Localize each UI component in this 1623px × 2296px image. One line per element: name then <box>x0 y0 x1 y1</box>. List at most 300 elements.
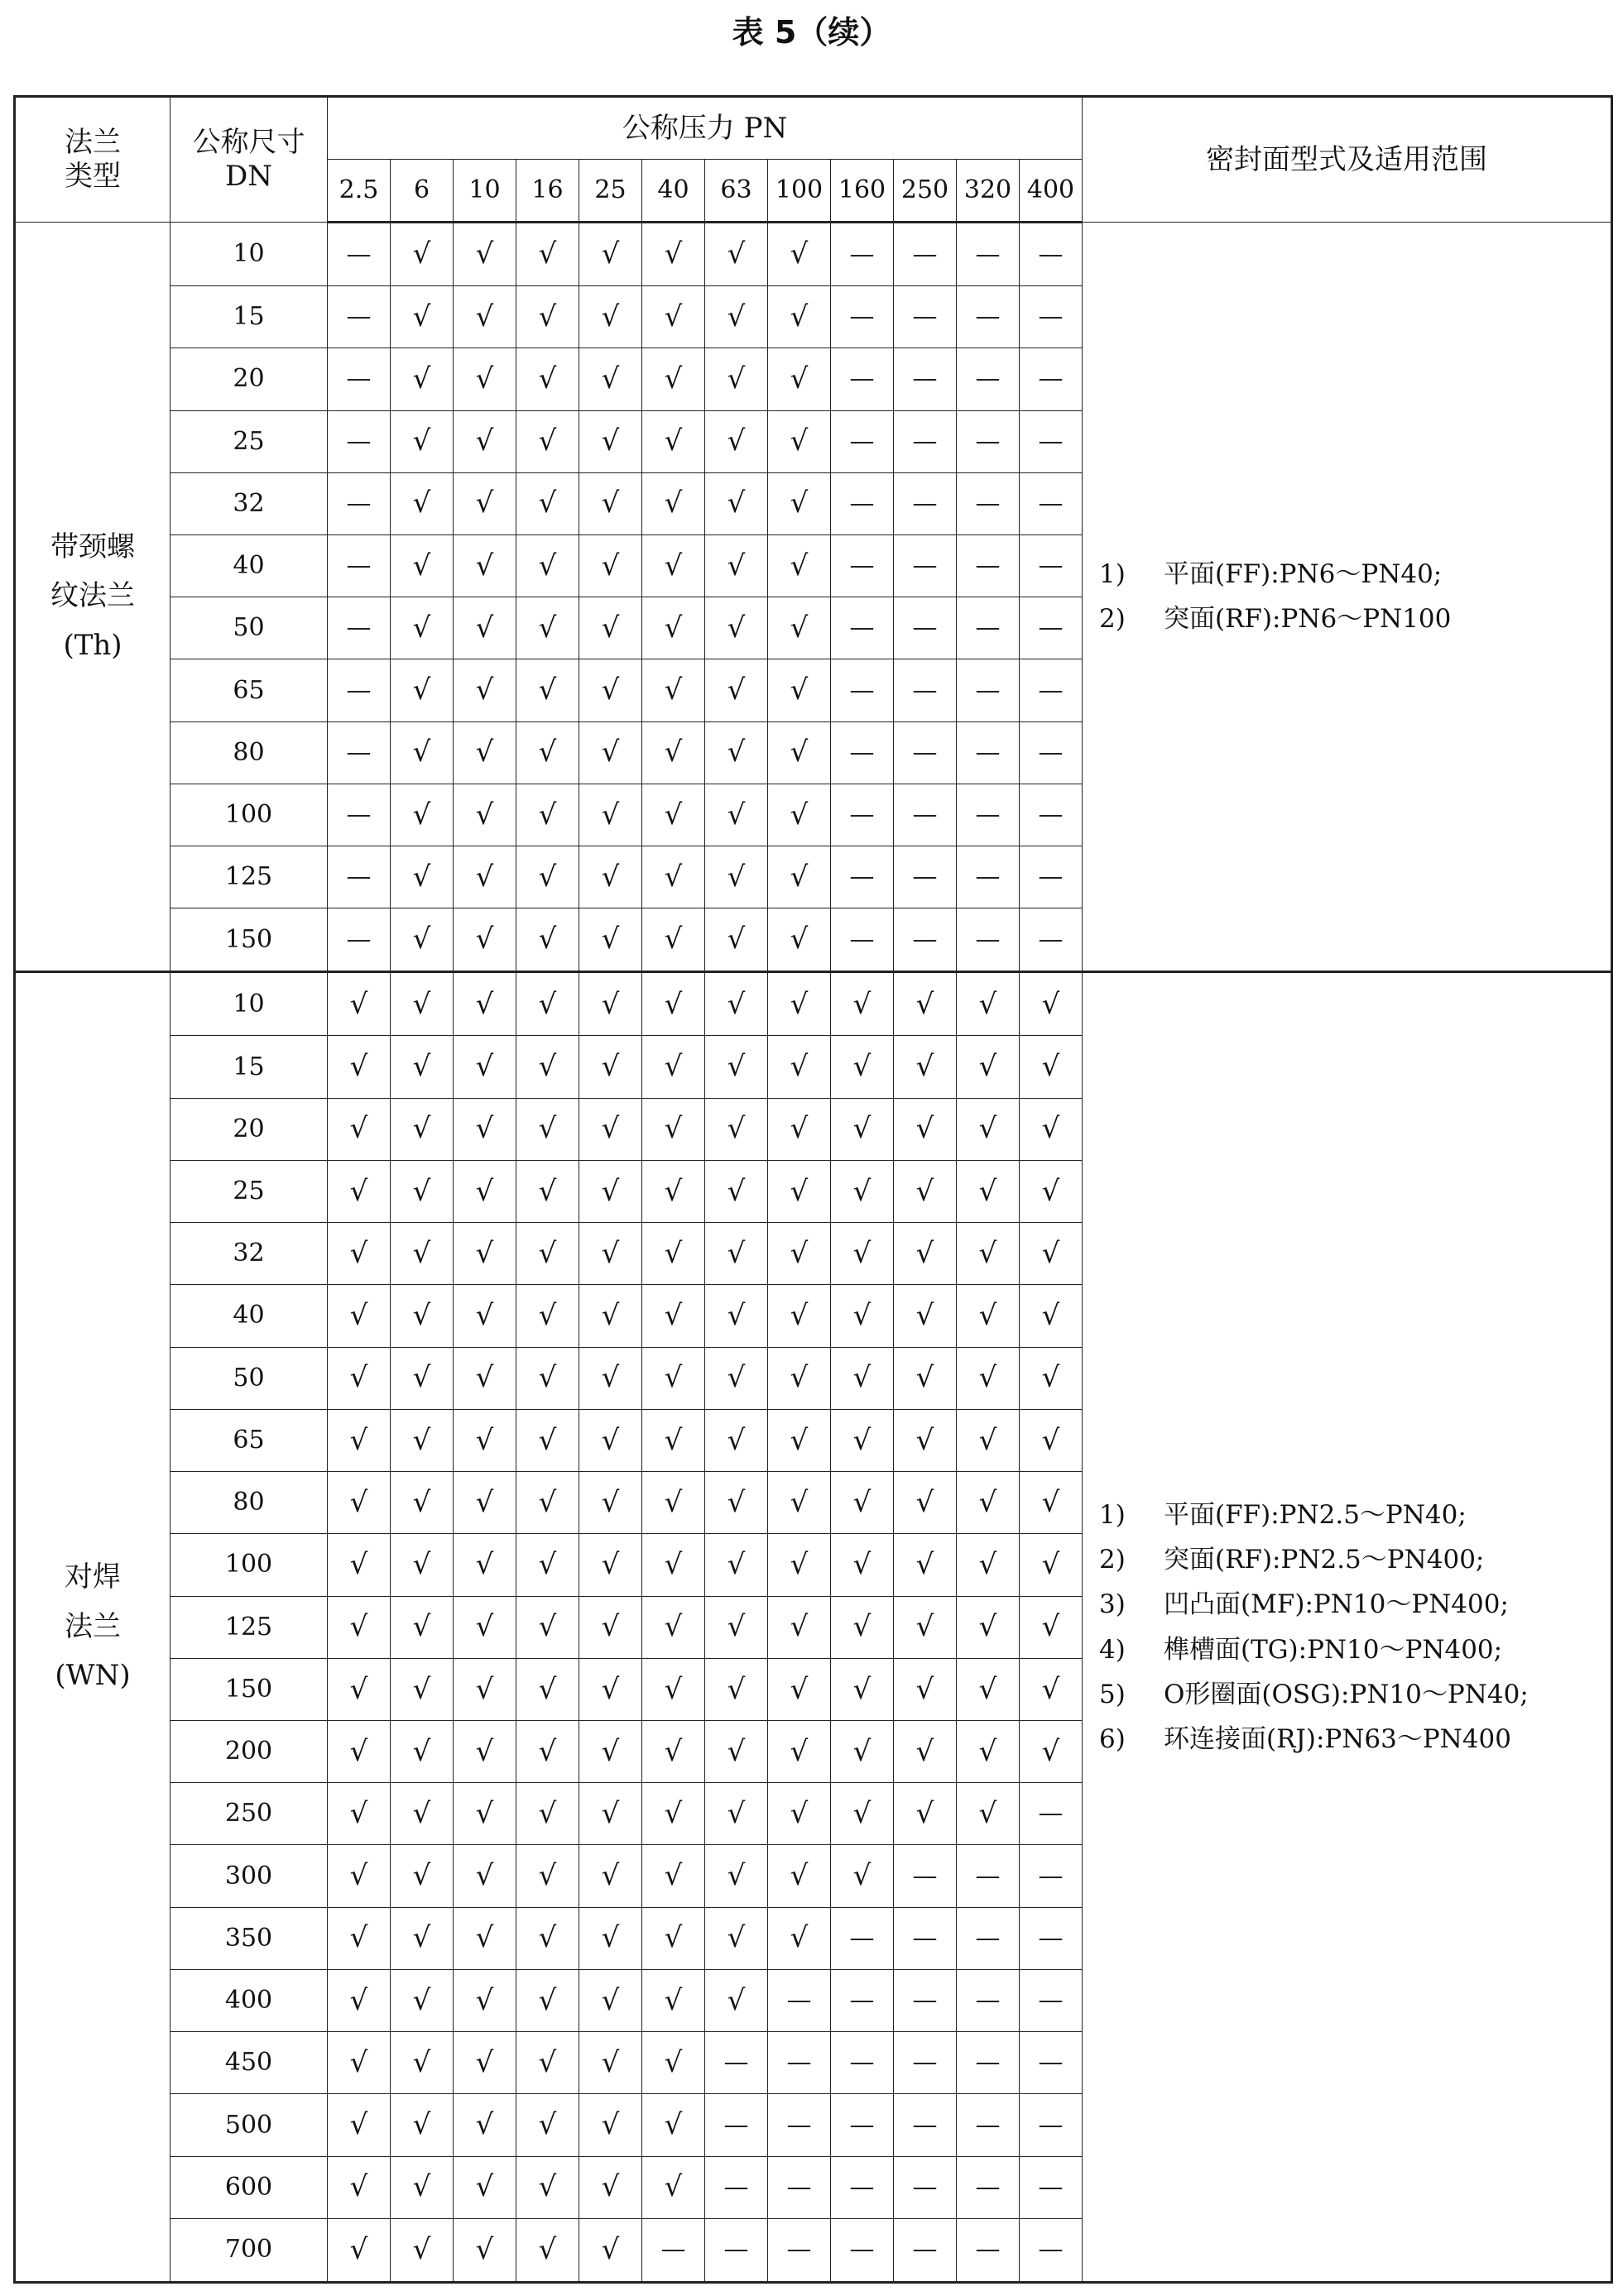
check-mark: √ <box>516 1658 579 1720</box>
check-mark: √ <box>768 1534 831 1596</box>
check-mark: √ <box>831 1160 894 1222</box>
check-mark: √ <box>642 410 705 472</box>
flange-type-line: (Th) <box>63 628 122 662</box>
dn-cell: 200 <box>170 1721 328 1783</box>
dash-mark: — <box>957 534 1020 597</box>
check-mark: √ <box>768 1347 831 1409</box>
check-mark: √ <box>516 1472 579 1534</box>
dn-cell: 40 <box>170 534 328 597</box>
check-mark: √ <box>642 1472 705 1534</box>
check-mark: √ <box>454 1596 516 1658</box>
flange-type-line: 法兰 <box>65 1609 121 1643</box>
dash-mark: — <box>957 784 1020 846</box>
check-mark: √ <box>454 972 516 1036</box>
dash-mark: — <box>705 2156 768 2218</box>
check-mark: √ <box>579 1472 642 1534</box>
dn-cell: 100 <box>170 784 328 846</box>
dash-mark: — <box>1020 597 1083 659</box>
dash-mark: — <box>1020 1969 1083 2031</box>
dash-mark: — <box>768 2032 831 2094</box>
check-mark: √ <box>894 1160 957 1222</box>
check-mark: √ <box>1020 1160 1083 1222</box>
dash-mark: — <box>894 721 957 784</box>
header-pn-6: 63 <box>705 160 768 223</box>
header-pn-4: 25 <box>579 160 642 223</box>
dn-cell: 100 <box>170 1534 328 1596</box>
check-mark: √ <box>516 286 579 348</box>
check-mark: √ <box>705 1098 768 1160</box>
check-mark: √ <box>768 410 831 472</box>
dash-mark: — <box>957 721 1020 784</box>
check-mark: √ <box>768 659 831 721</box>
check-mark: √ <box>894 1098 957 1160</box>
check-mark: √ <box>454 1285 516 1347</box>
check-mark: √ <box>894 972 957 1036</box>
check-mark: √ <box>454 2218 516 2282</box>
check-mark: √ <box>642 908 705 972</box>
check-mark: √ <box>579 2032 642 2094</box>
check-mark: √ <box>894 1223 957 1285</box>
check-mark: √ <box>516 1721 579 1783</box>
check-mark: √ <box>579 1658 642 1720</box>
check-mark: √ <box>391 1845 454 1907</box>
dash-mark: — <box>328 908 391 972</box>
check-mark: √ <box>391 972 454 1036</box>
check-mark: √ <box>768 1223 831 1285</box>
check-mark: √ <box>328 1845 391 1907</box>
check-mark: √ <box>516 1160 579 1222</box>
dash-mark: — <box>831 348 894 410</box>
header-sealing-face: 密封面型式及适用范围 <box>1083 97 1612 223</box>
check-mark: √ <box>831 1472 894 1534</box>
check-mark: √ <box>454 1969 516 2031</box>
check-mark: √ <box>391 2218 454 2282</box>
dash-mark: — <box>957 2094 1020 2156</box>
check-mark: √ <box>705 1472 768 1534</box>
dash-mark: — <box>1020 784 1083 846</box>
sealing-scope-number: 5) <box>1099 1679 1126 1709</box>
dash-mark: — <box>1020 286 1083 348</box>
check-mark: √ <box>894 1596 957 1658</box>
check-mark: √ <box>642 972 705 1036</box>
dn-cell: 25 <box>170 1160 328 1222</box>
check-mark: √ <box>579 972 642 1036</box>
check-mark: √ <box>579 1347 642 1409</box>
dn-cell: 32 <box>170 1223 328 1285</box>
dash-mark: — <box>894 472 957 534</box>
check-mark: √ <box>516 472 579 534</box>
check-mark: √ <box>454 1907 516 1969</box>
check-mark: √ <box>516 2156 579 2218</box>
check-mark: √ <box>391 2032 454 2094</box>
sealing-scope-item <box>1099 552 1611 597</box>
dash-mark: — <box>328 659 391 721</box>
dash-mark: — <box>642 2218 705 2282</box>
check-mark: √ <box>957 1160 1020 1222</box>
check-mark: √ <box>642 2094 705 2156</box>
check-mark: √ <box>1020 1658 1083 1720</box>
check-mark: √ <box>328 2032 391 2094</box>
check-mark: √ <box>831 1223 894 1285</box>
check-mark: √ <box>516 1036 579 1098</box>
dash-mark: — <box>957 659 1020 721</box>
sealing-scope-item <box>1099 1537 1611 1582</box>
dash-mark: — <box>831 2094 894 2156</box>
dn-cell: 150 <box>170 908 328 972</box>
dash-mark: — <box>1020 1845 1083 1907</box>
check-mark: √ <box>328 1409 391 1471</box>
dash-mark: — <box>1020 1783 1083 1845</box>
check-mark: √ <box>454 2156 516 2218</box>
check-mark: √ <box>705 1658 768 1720</box>
dash-mark: — <box>957 1845 1020 1907</box>
check-mark: √ <box>705 1347 768 1409</box>
check-mark: √ <box>642 472 705 534</box>
check-mark: √ <box>579 472 642 534</box>
dash-mark: — <box>1020 472 1083 534</box>
check-mark: √ <box>579 1036 642 1098</box>
check-mark: √ <box>516 1347 579 1409</box>
check-mark: √ <box>768 1596 831 1658</box>
dash-mark: — <box>957 2218 1020 2282</box>
check-mark: √ <box>894 1036 957 1098</box>
dash-mark: — <box>831 534 894 597</box>
check-mark: √ <box>579 784 642 846</box>
check-mark: √ <box>894 1783 957 1845</box>
dash-mark: — <box>328 410 391 472</box>
dash-mark: — <box>705 2094 768 2156</box>
check-mark: √ <box>831 1409 894 1471</box>
dash-mark: — <box>328 223 391 286</box>
check-mark: √ <box>768 784 831 846</box>
check-mark: √ <box>579 908 642 972</box>
dash-mark: — <box>1020 2218 1083 2282</box>
dash-mark: — <box>831 410 894 472</box>
dash-mark: — <box>1020 1907 1083 1969</box>
check-mark: √ <box>391 1969 454 2031</box>
check-mark: √ <box>516 597 579 659</box>
check-mark: √ <box>391 1472 454 1534</box>
check-mark: √ <box>768 597 831 659</box>
check-mark: √ <box>454 659 516 721</box>
check-mark: √ <box>642 2032 705 2094</box>
dash-mark: — <box>957 1969 1020 2031</box>
check-mark: √ <box>705 908 768 972</box>
sealing-scope-number: 1) <box>1099 558 1126 589</box>
check-mark: √ <box>768 1721 831 1783</box>
dash-mark: — <box>1020 846 1083 908</box>
check-mark: √ <box>1020 1721 1083 1783</box>
dash-mark: — <box>894 2156 957 2218</box>
dash-mark: — <box>1020 908 1083 972</box>
check-mark: √ <box>454 1223 516 1285</box>
check-mark: √ <box>705 1969 768 2031</box>
check-mark: √ <box>328 1347 391 1409</box>
check-mark: √ <box>454 2032 516 2094</box>
check-mark: √ <box>642 2156 705 2218</box>
check-mark: √ <box>391 1223 454 1285</box>
dn-cell: 40 <box>170 1285 328 1347</box>
check-mark: √ <box>454 1783 516 1845</box>
header-pn-7: 100 <box>768 160 831 223</box>
check-mark: √ <box>1020 1596 1083 1658</box>
dn-cell: 600 <box>170 2156 328 2218</box>
dash-mark: — <box>894 2032 957 2094</box>
sealing-scope-text: 榫槽面(TG):PN10～PN400; <box>1164 1634 1503 1665</box>
sealing-scope-item <box>1099 1717 1611 1762</box>
check-mark: √ <box>391 472 454 534</box>
dn-cell: 20 <box>170 1098 328 1160</box>
check-mark: √ <box>957 1409 1020 1471</box>
check-mark: √ <box>328 1658 391 1720</box>
check-mark: √ <box>768 908 831 972</box>
check-mark: √ <box>1020 1223 1083 1285</box>
check-mark: √ <box>391 1036 454 1098</box>
check-mark: √ <box>705 784 768 846</box>
check-mark: √ <box>391 410 454 472</box>
check-mark: √ <box>516 1845 579 1907</box>
dash-mark: — <box>957 223 1020 286</box>
check-mark: √ <box>705 1534 768 1596</box>
dash-mark: — <box>1020 659 1083 721</box>
header-nominal-size-line2: DN <box>224 160 272 193</box>
check-mark: √ <box>768 223 831 286</box>
dn-cell: 15 <box>170 1036 328 1098</box>
dash-mark: — <box>328 472 391 534</box>
dash-mark: — <box>894 1845 957 1907</box>
dash-mark: — <box>894 908 957 972</box>
dash-mark: — <box>1020 410 1083 472</box>
dash-mark: — <box>831 908 894 972</box>
check-mark: √ <box>579 1907 642 1969</box>
check-mark: √ <box>454 721 516 784</box>
check-mark: √ <box>328 1036 391 1098</box>
dash-mark: — <box>1020 534 1083 597</box>
dash-mark: — <box>894 286 957 348</box>
check-mark: √ <box>391 1658 454 1720</box>
check-mark: √ <box>391 223 454 286</box>
check-mark: √ <box>579 348 642 410</box>
check-mark: √ <box>454 534 516 597</box>
check-mark: √ <box>579 223 642 286</box>
check-mark: √ <box>328 1223 391 1285</box>
check-mark: √ <box>642 534 705 597</box>
dn-cell: 65 <box>170 659 328 721</box>
check-mark: √ <box>579 1223 642 1285</box>
check-mark: √ <box>391 1409 454 1471</box>
check-mark: √ <box>705 472 768 534</box>
dash-mark: — <box>957 2156 1020 2218</box>
header-pn-9: 250 <box>894 160 957 223</box>
check-mark: √ <box>642 286 705 348</box>
check-mark: √ <box>705 1907 768 1969</box>
check-mark: √ <box>831 1285 894 1347</box>
check-mark: √ <box>454 597 516 659</box>
header-flange-type-line1: 法兰 <box>65 126 121 160</box>
check-mark: √ <box>579 1409 642 1471</box>
check-mark: √ <box>454 1409 516 1471</box>
sealing-scope-text: 凹凸面(MF):PN10～PN400; <box>1164 1589 1509 1620</box>
dash-mark: — <box>957 1907 1020 1969</box>
check-mark: √ <box>454 410 516 472</box>
check-mark: √ <box>391 1160 454 1222</box>
dash-mark: — <box>894 784 957 846</box>
check-mark: √ <box>1020 1285 1083 1347</box>
dash-mark: — <box>894 659 957 721</box>
flange-type-line: 对焊 <box>65 1560 121 1594</box>
dash-mark: — <box>768 2156 831 2218</box>
check-mark: √ <box>516 1098 579 1160</box>
check-mark: √ <box>894 1285 957 1347</box>
check-mark: √ <box>579 1160 642 1222</box>
check-mark: √ <box>768 1845 831 1907</box>
dash-mark: — <box>957 410 1020 472</box>
check-mark: √ <box>705 1845 768 1907</box>
check-mark: √ <box>516 2218 579 2282</box>
dash-mark: — <box>768 2094 831 2156</box>
dn-cell: 300 <box>170 1845 328 1907</box>
check-mark: √ <box>705 721 768 784</box>
check-mark: √ <box>516 2094 579 2156</box>
dash-mark: — <box>1020 2032 1083 2094</box>
header-pn-5: 40 <box>642 160 705 223</box>
check-mark: √ <box>454 1098 516 1160</box>
header-nominal-size <box>170 97 328 223</box>
check-mark: √ <box>705 410 768 472</box>
check-mark: √ <box>894 1409 957 1471</box>
check-mark: √ <box>642 784 705 846</box>
check-mark: √ <box>391 908 454 972</box>
check-mark: √ <box>957 1472 1020 1534</box>
check-mark: √ <box>516 410 579 472</box>
check-mark: √ <box>642 1596 705 1658</box>
check-mark: √ <box>957 972 1020 1036</box>
dash-mark: — <box>894 410 957 472</box>
check-mark: √ <box>516 721 579 784</box>
dn-cell: 15 <box>170 286 328 348</box>
check-mark: √ <box>768 348 831 410</box>
check-mark: √ <box>705 348 768 410</box>
dash-mark: — <box>957 2032 1020 2094</box>
check-mark: √ <box>705 1409 768 1471</box>
check-mark: √ <box>957 1098 1020 1160</box>
check-mark: √ <box>642 223 705 286</box>
check-mark: √ <box>957 1285 1020 1347</box>
check-mark: √ <box>516 908 579 972</box>
dash-mark: — <box>894 1907 957 1969</box>
sealing-scope-number: 3) <box>1099 1589 1126 1620</box>
check-mark: √ <box>831 1845 894 1907</box>
check-mark: √ <box>579 659 642 721</box>
check-mark: √ <box>1020 1347 1083 1409</box>
check-mark: √ <box>454 286 516 348</box>
check-mark: √ <box>516 348 579 410</box>
check-mark: √ <box>391 2094 454 2156</box>
dn-cell: 500 <box>170 2094 328 2156</box>
check-mark: √ <box>454 223 516 286</box>
dash-mark: — <box>831 597 894 659</box>
check-mark: √ <box>328 1534 391 1596</box>
check-mark: √ <box>391 1285 454 1347</box>
dn-cell: 10 <box>170 972 328 1036</box>
check-mark: √ <box>391 1098 454 1160</box>
dash-mark: — <box>705 2032 768 2094</box>
check-mark: √ <box>579 597 642 659</box>
dash-mark: — <box>328 348 391 410</box>
check-mark: √ <box>391 784 454 846</box>
check-mark: √ <box>579 1783 642 1845</box>
check-mark: √ <box>705 1160 768 1222</box>
dash-mark: — <box>1020 2094 1083 2156</box>
sealing-scope-cell <box>1083 972 1612 2283</box>
check-mark: √ <box>516 659 579 721</box>
check-mark: √ <box>516 1783 579 1845</box>
sealing-scope-text: 突面(RF):PN6～PN100 <box>1164 604 1452 635</box>
sealing-scope-text: O形圈面(OSG):PN10～PN40; <box>1164 1679 1529 1709</box>
check-mark: √ <box>516 846 579 908</box>
check-mark: √ <box>454 472 516 534</box>
check-mark: √ <box>705 534 768 597</box>
dn-cell: 25 <box>170 410 328 472</box>
check-mark: √ <box>642 721 705 784</box>
check-mark: √ <box>642 846 705 908</box>
check-mark: √ <box>454 1845 516 1907</box>
dash-mark: — <box>831 721 894 784</box>
check-mark: √ <box>957 1534 1020 1596</box>
sealing-scope-item <box>1099 1582 1611 1627</box>
check-mark: √ <box>328 2218 391 2282</box>
check-mark: √ <box>894 1721 957 1783</box>
check-mark: √ <box>831 1783 894 1845</box>
check-mark: √ <box>516 784 579 846</box>
sealing-scope-text: 突面(RF):PN2.5～PN400; <box>1164 1545 1485 1575</box>
sealing-scope-number: 2) <box>1099 604 1126 635</box>
dash-mark: — <box>328 286 391 348</box>
check-mark: √ <box>642 1036 705 1098</box>
dash-mark: — <box>831 846 894 908</box>
check-mark: √ <box>705 1223 768 1285</box>
check-mark: √ <box>579 1969 642 2031</box>
dash-mark: — <box>831 286 894 348</box>
dn-cell: 350 <box>170 1907 328 1969</box>
dn-cell: 125 <box>170 1596 328 1658</box>
check-mark: √ <box>454 1160 516 1222</box>
sealing-scope-item <box>1099 1672 1611 1717</box>
check-mark: √ <box>705 286 768 348</box>
dash-mark: — <box>705 2218 768 2282</box>
check-mark: √ <box>579 286 642 348</box>
check-mark: √ <box>768 1907 831 1969</box>
check-mark: √ <box>768 286 831 348</box>
dash-mark: — <box>957 908 1020 972</box>
dash-mark: — <box>831 659 894 721</box>
dash-mark: — <box>1020 721 1083 784</box>
dn-cell: 80 <box>170 721 328 784</box>
header-flange-type <box>15 97 170 223</box>
check-mark: √ <box>454 1472 516 1534</box>
dash-mark: — <box>831 2032 894 2094</box>
dash-mark: — <box>328 846 391 908</box>
sealing-scope-number: 6) <box>1099 1724 1126 1755</box>
check-mark: √ <box>328 1472 391 1534</box>
dash-mark: — <box>831 223 894 286</box>
dash-mark: — <box>328 721 391 784</box>
check-mark: √ <box>705 846 768 908</box>
check-mark: √ <box>642 1907 705 1969</box>
dash-mark: — <box>768 2218 831 2282</box>
check-mark: √ <box>768 1658 831 1720</box>
dash-mark: — <box>894 2218 957 2282</box>
